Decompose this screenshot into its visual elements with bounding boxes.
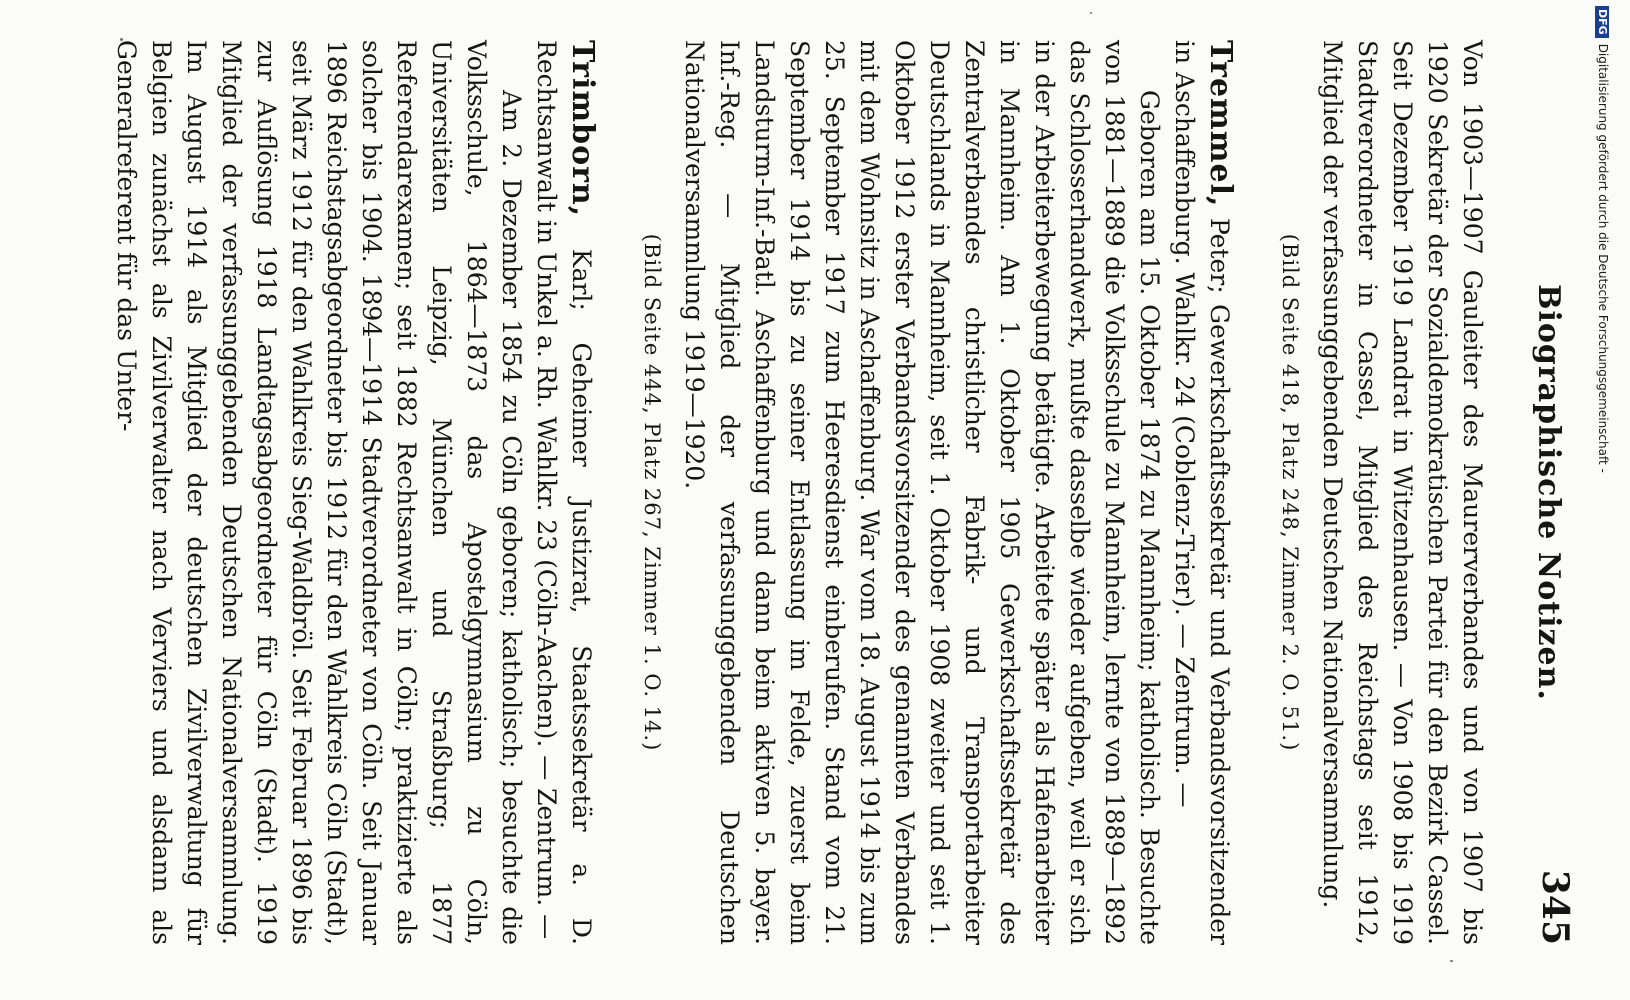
page-header (1516, 40, 1576, 945)
page-number: 345 (1534, 869, 1576, 945)
photo-caption: (Bild Seite 444, Platz 267, Zimmer 1. O. 14.) (640, 233, 664, 752)
entry-heading (1167, 40, 1238, 945)
page-title: Biographische Notizen. (1531, 284, 1566, 701)
body-paragraph: Geboren am 15. Oktober 1874 zu Mannheim; katholisch. Besuchte von 1881—1889 die Volksschule zu Mannheim, lernte von 1889—1892 das Schlosserhandwerk, mußte dasselbe wieder aufgeben, weil er sich in der Arbeiterbewegung betätigte. Arbeitete später als Hafenarbeiter in Mannheim. Am 1. Oktober 1905 Gewerkschaftssekretär des Zentralverbandes christlicher Fabrik- und Transportarbeiter Deutschlands in Mannheim, seit 1. Oktober 1908 zweiter und seit 1. Oktober 1912 erster Verbandsvorsitzender des genannten Verbandes mit dem Wohnsitz in Aschaffenburg. War vom 18. August 1914 bis zum 25. September 1917 zum Heeresdienst einberufen. Stand vom 21. September 1914 bis zu seiner Entlassung im Felde, zuerst beim Landsturm-Inf.-Batl. Aschaffenburg und dann beim aktiven 5. bayer. Inf.-Reg. — Mitglied der verfassunggebenden Deutschen Nationalversammlung 1919—1920. (680, 40, 1164, 945)
entry-name: Trimborn, (565, 40, 600, 218)
credit-line (1590, 6, 1616, 996)
dfg-logo: DFG (1596, 6, 1610, 38)
entry-trimborn (109, 40, 600, 945)
credit-text: Digitalisierung gefördert durch die Deutsche Forschungsgemeinschaft - (1596, 43, 1610, 473)
entry-continued (1272, 40, 1490, 945)
entry-intro: Karl; Geheimer Justizrat, Staatssekretär a. D. Rechtsanwalt in Unkel a. Rh. Wahlkr. 23 (Cöln-Aachen). — Zentrum. — (532, 40, 596, 945)
rotated-text-block (50, 0, 1590, 1000)
entry-intro: Peter; Gewerkschaftssekretär und Verbandsvorsitzender in Aschaffenburg. Wahlkr. 24 (Coblenz-Trier). — Zentrum. — (1170, 40, 1234, 945)
entry-name: Tremmel, (1203, 40, 1238, 208)
body-paragraph: Am 2. Dezember 1854 zu Cöln geboren; katholisch; besuchte die Volksschule, 1864—1873 das Apostelgymnasium zu Cöln, Universitäten Leipzig, München und Straßburg; 1877 Referendarexamen; seit 1882 Rechtsanwalt in Cöln; praktizierte als solcher bis 1904. 1894—1914 Stadtverordneter von Cöln. Seit Januar 1896 Reichstagsabgeordneter bis 1912 für den Wahlkreis Cöln (Stadt), seit März 1912 für den Wahlkreis Sieg-Waldbröl. Seit Februar 1896 bis zur Auflösung 1918 Landtagsabgeordneter für Cöln (Stadt). 1919 Mitglied der verfassunggebenden Deutschen Nationalversammlung. Im August 1914 als Mitglied der deutschen Zivilverwaltung für Belgien zunächst als Zivilverwalter nach Verviers und alsdann als Generalreferent für das Unter- (112, 40, 526, 945)
body-paragraph: Von 1903—1907 Gauleiter des Maurerverbandes und von 1907 bis 1920 Sekretär der Sozialdemokratischen Partei für den Bezirk Cassel. Seit Dezember 1919 Landrat in Witzenhausen. — Von 1908 bis 1919 Stadtverordneter in Cassel, Mitglied des Reichstags seit 1912, Mitglied der verfassunggebenden Deutschen Nationalversammlung. (1318, 40, 1487, 945)
digitization-credit (1590, 6, 1616, 996)
entry-heading (529, 40, 600, 945)
entry-tremmel (634, 40, 1238, 945)
page-content (109, 40, 1490, 945)
photo-caption: (Bild Seite 418, Platz 248, Zimmer 2. O. 51.) (1278, 233, 1302, 752)
